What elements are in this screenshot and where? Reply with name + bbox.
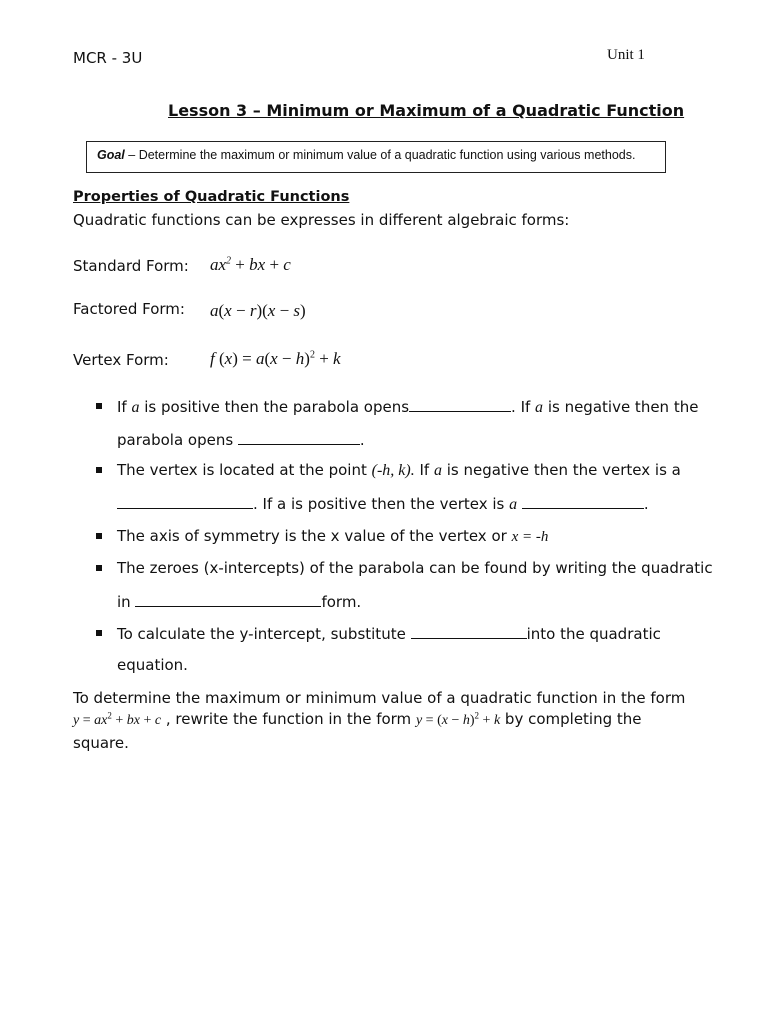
bullet-marker [96,467,102,473]
goal-box [86,141,666,173]
unit-label: Unit 1 [607,47,645,63]
answer-blank-substitute[interactable] [411,624,527,639]
bullet-marker [96,533,102,539]
goal-statement [97,148,635,162]
bullet-5-line-2: equation. [117,656,188,674]
vertex-form-equation: f $(x) = a(x - h)^2 + k$ [210,349,341,368]
standard-form-inline: $y = ax^2$ + bx + c [73,710,162,728]
variable-a: a [509,496,518,513]
bullet-5-text-a: To calculate the y-intercept, substitute [117,625,411,643]
bullet-3-line-1 [117,527,548,546]
closing-line-1: To determine the maximum or minimum value of a quadratic function in the form [73,689,686,707]
page-title: Lesson 3 – Minimum or Maximum of a Quadratic Function [168,101,685,120]
bullet-4-line-2 [117,592,361,611]
bullet-5-line-1 [117,624,661,643]
bullet-2-line-1 [117,461,681,480]
bullet-marker [96,630,102,636]
bullet-1-text-d: is negative then the [543,398,699,416]
bullet-2-line-2 [117,494,649,514]
axis-equation: x = -h [511,529,549,545]
vertex-form-label: Vertex Form: [73,351,169,369]
bullet-2-period: . [643,495,649,513]
bullet-1-line-1 [117,397,698,417]
bullet-1-period: . [359,431,365,449]
bullet-4-text-a: in [117,593,136,611]
goal-label: Goal [97,148,125,162]
bullet-2-text-c: is negative then the vertex is a [441,461,681,479]
closing-text-mid: , rewrite the function in the form [161,710,416,728]
bullet-1-text-a: If [117,398,132,416]
bullet-marker [96,565,102,571]
closing-line-3: square. [73,734,129,752]
variable-a: a [131,399,140,416]
course-code: MCR - 3U [73,49,143,67]
bullet-5-text-b: into the quadratic [526,625,661,643]
bullet-1-line-2 [117,430,365,449]
answer-blank-form[interactable] [135,592,321,607]
answer-blank-vertex-positive[interactable] [522,494,644,509]
bullet-1-text-c: . If [511,398,536,416]
section-heading: Properties of Quadratic Functions [73,189,350,205]
bullet-1-text-e: parabola opens [117,431,238,449]
bullet-4-text-b: form. [321,593,362,611]
intro-text: Quadratic functions can be expresses in different algebraic forms: [73,211,570,229]
factored-form-label: Factored Form: [73,300,185,318]
goal-text: – Determine the maximum or minimum value of a quadratic function using various methods. [124,148,636,162]
bullet-3-text: The axis of symmetry is the x value of the vertex or [117,527,512,545]
standard-form-equation: $ax^2$ + bx + c [210,255,291,274]
bullet-2-text-b: If [414,461,434,479]
bullet-marker [96,403,102,409]
bullet-4-line-1: The zeroes (x-intercepts) of the parabola can be found by writing the quadratic [117,559,713,577]
answer-blank-opens-up[interactable] [409,397,511,412]
bullet-2-text-d: . If a is positive then the vertex is [253,495,510,513]
answer-blank-vertex-negative[interactable] [117,494,253,509]
standard-form-label: Standard Form: [73,257,189,275]
variable-a: a [535,399,544,416]
variable-a: a [433,462,442,479]
closing-text-end: by completing the [500,710,642,728]
bullet-2-text-a: The vertex is located at the point [117,461,372,479]
closing-line-2 [73,710,642,729]
bullet-1-text-b: is positive then the parabola opens [139,398,410,416]
factored-form-equation: a(x − r)(x − s) [210,301,306,320]
vertex-point: (-h, k). [371,462,415,479]
vertex-form-inline: $y = (x - h)^2 + k$ [415,710,501,728]
answer-blank-opens-down[interactable] [238,430,360,445]
